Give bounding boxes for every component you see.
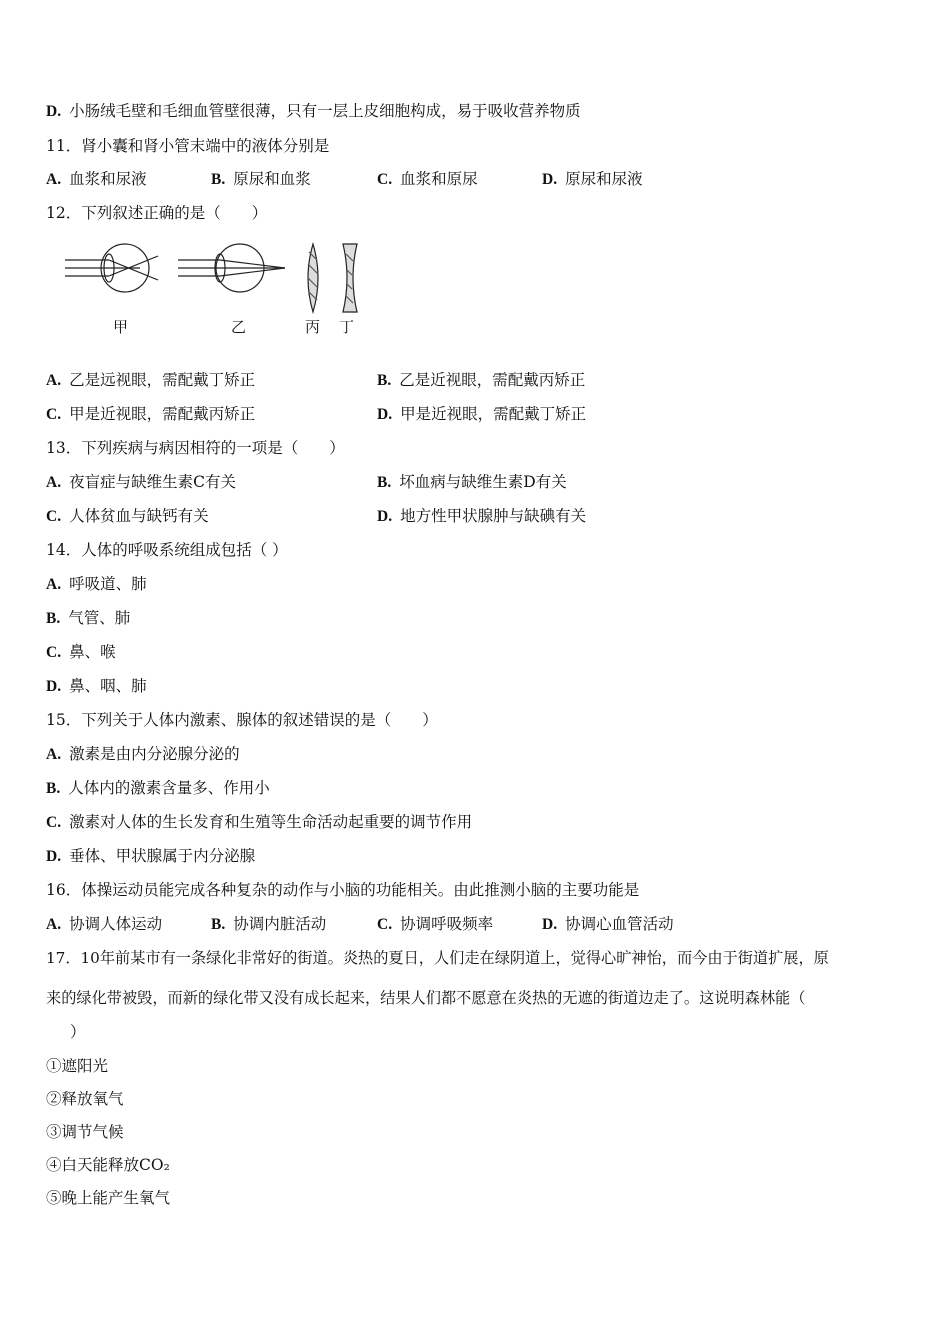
q14-option-c: [46, 642, 116, 663]
option-letter: A.: [46, 372, 62, 389]
q12-option-c: [46, 404, 255, 425]
option-text: 小肠绒毛壁和毛细血管壁很薄，只有一层上皮细胞构成，易于吸收营养物质: [69, 102, 581, 120]
q17-stem-line2: 来的绿化带被毁，而新的绿化带又没有成长起来，结果人们都不愿意在炎热的无遮的街道边走了。这说明森林能（: [46, 989, 806, 1007]
q16-option-c: [377, 914, 493, 935]
option-letter: C.: [46, 644, 62, 661]
q11-stem: 11．肾小囊和肾小管末端中的液体分别是: [46, 137, 330, 155]
convex-lens-bing: [308, 244, 318, 312]
option-letter: A.: [46, 576, 62, 593]
option-text: 协调人体运动: [69, 915, 163, 933]
option-letter: C.: [46, 508, 62, 525]
option-text: 地方性甲状腺肿与缺碘有关: [400, 507, 587, 525]
q17-item-1: ①遮阳光: [46, 1057, 109, 1075]
option-text: 原尿和尿液: [565, 170, 643, 188]
option-text: 血浆和尿液: [69, 170, 147, 188]
option-text: 垂体、甲状腺属于内分泌腺: [69, 847, 256, 865]
eye-lens-figure: [60, 240, 370, 340]
option-text: 激素是由内分泌腺分泌的: [69, 745, 240, 763]
q11-option-a: [46, 169, 147, 190]
option-letter: B.: [46, 780, 61, 797]
q17-item-4: ④白天能释放CO₂: [46, 1156, 170, 1174]
option-text: 原尿和血浆: [233, 170, 311, 188]
option-text: 协调心血管活动: [565, 915, 674, 933]
q15-option-b: [46, 778, 270, 799]
option-letter: A.: [46, 916, 62, 933]
figure-label-jia: 甲: [113, 318, 129, 336]
option-text: 人体内的激素含量多、作用小: [68, 779, 270, 797]
option-text: 鼻、咽、肺: [69, 677, 147, 695]
option-text: 人体贫血与缺钙有关: [69, 507, 209, 525]
eye-diagram-jia: [65, 244, 158, 292]
q14-option-d: [46, 676, 147, 697]
q15-stem: 15．下列关于人体内激素、腺体的叙述错误的是（ ）: [46, 711, 438, 729]
concave-lens-ding: [343, 244, 357, 312]
option-text: 协调内脏活动: [233, 915, 327, 933]
q12-option-b: [377, 370, 585, 391]
option-text: 夜盲症与缺维生素C有关: [69, 473, 236, 491]
option-letter: A.: [46, 746, 62, 763]
q17-stem-line3: ）: [70, 1023, 86, 1041]
q14-option-a: [46, 574, 147, 595]
option-letter: C.: [46, 406, 62, 423]
option-letter: D.: [46, 848, 62, 865]
q11-option-c: [377, 169, 478, 190]
q13-option-a: [46, 472, 236, 493]
option-text: 坏血病与缺维生素D有关: [399, 473, 567, 491]
q16-stem: 16．体操运动员能完成各种复杂的动作与小脑的功能相关。由此推测小脑的主要功能是: [46, 881, 640, 899]
option-text: 血浆和原尿: [400, 170, 478, 188]
option-letter: A.: [46, 474, 62, 491]
figure-label-bing: 丙: [305, 318, 321, 336]
option-letter: A.: [46, 171, 62, 188]
figure-label-ding: 丁: [339, 318, 355, 336]
option-letter: D.: [542, 171, 558, 188]
q11-option-d: [542, 169, 643, 190]
q17-item-2: ②释放氧气: [46, 1090, 124, 1108]
q12-option-d: [377, 404, 586, 425]
option-letter: D.: [377, 406, 393, 423]
q13-option-b: [377, 472, 567, 493]
q12-stem: 12．下列叙述正确的是（ ）: [46, 204, 268, 222]
option-letter: D.: [46, 103, 62, 120]
figure-label-yi: 乙: [231, 318, 247, 336]
option-text: 气管、肺: [68, 609, 131, 627]
option-text: 协调呼吸频率: [400, 915, 494, 933]
option-letter: B.: [211, 171, 226, 188]
q17-stem-line1: 17．10年前某市有一条绿化非常好的街道。炎热的夏日，人们走在绿阴道上，觉得心旷神怡，而今由于街道扩展，原: [46, 949, 829, 967]
option-text: 甲是近视眼，需配戴丙矫正: [69, 405, 256, 423]
q12-option-a: [46, 370, 255, 391]
option-letter: D.: [542, 916, 558, 933]
option-text: 甲是近视眼，需配戴丁矫正: [400, 405, 587, 423]
option-letter: D.: [377, 508, 393, 525]
option-letter: B.: [46, 610, 61, 627]
q11-option-b: [211, 169, 311, 190]
q17-item-5: ⑤晚上能产生氧气: [46, 1189, 171, 1207]
q13-option-c: [46, 506, 209, 527]
q15-option-c: [46, 812, 472, 833]
option-text: 乙是近视眼，需配戴丙矫正: [399, 371, 586, 389]
option-text: 激素对人体的生长发育和生殖等生命活动起重要的调节作用: [69, 813, 473, 831]
q14-option-b: [46, 608, 130, 629]
option-letter: B.: [211, 916, 226, 933]
q15-option-d: [46, 846, 255, 867]
option-text: 呼吸道、肺: [69, 575, 147, 593]
option-letter: D.: [46, 678, 62, 695]
option-letter: C.: [377, 916, 393, 933]
option-letter: C.: [377, 171, 393, 188]
eye-diagram-yi: [178, 244, 285, 292]
q10-option-d: [46, 101, 581, 122]
q13-stem: 13．下列疾病与病因相符的一项是（ ）: [46, 439, 345, 457]
q16-option-d: [542, 914, 674, 935]
option-text: 鼻、喉: [69, 643, 116, 661]
option-letter: C.: [46, 814, 62, 831]
q16-option-b: [211, 914, 326, 935]
option-letter: B.: [377, 474, 392, 491]
q13-option-d: [377, 506, 586, 527]
q14-stem: 14．人体的呼吸系统组成包括（ ）: [46, 541, 288, 559]
q15-option-a: [46, 744, 240, 765]
option-letter: B.: [377, 372, 392, 389]
option-text: 乙是远视眼，需配戴丁矫正: [69, 371, 256, 389]
q17-item-3: ③调节气候: [46, 1123, 124, 1141]
q16-option-a: [46, 914, 162, 935]
